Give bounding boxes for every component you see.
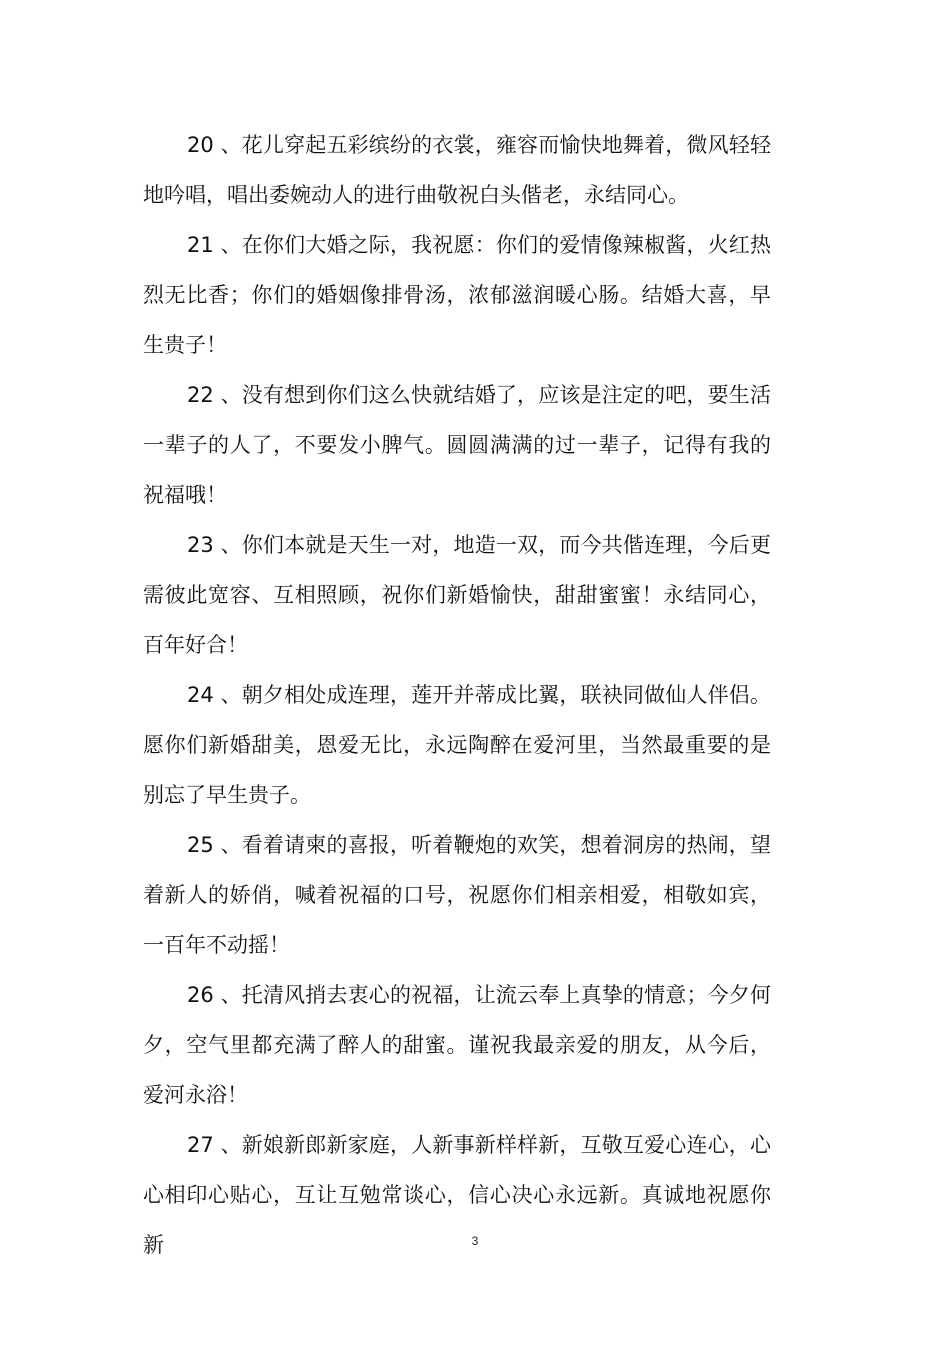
page-number: 3 bbox=[471, 1234, 479, 1248]
paragraph-25: 25 、看着请柬的喜报，听着鞭炮的欢笑，想着洞房的热闹，望着新人的娇俏，喊着祝福的口号，祝愿你们相亲相爱，相敬如宾，一百年不动摇！ bbox=[143, 833, 771, 957]
paragraph-21: 21 、在你们大婚之际，我祝愿：你们的爱情像辣椒酱，火红热烈无比香；你们的婚姻像排骨汤，浓郁滋润暖心肠。结婚大喜，早生贵子！ bbox=[143, 233, 771, 357]
paragraph-20: 20 、花儿穿起五彩缤纷的衣裳，雍容而愉快地舞着，微风轻轻地吟唱，唱出委婉动人的进行曲敬祝白头偕老，永结同心。 bbox=[143, 133, 771, 207]
paragraph-26: 26 、托清风捎去衷心的祝福，让流云奉上真挚的情意；今夕何夕，空气里都充满了醉人的甜蜜。谨祝我最亲爱的朋友，从今后，爱河永浴！ bbox=[143, 983, 771, 1107]
paragraph-27: 27 、新娘新郎新家庭，人新事新样样新，互敬互爱心连心，心心相印心贴心，互让互勉常谈心，信心决心永远新。真诚地祝愿你新 bbox=[143, 1133, 771, 1257]
paragraph-23: 23 、你们本就是天生一对，地造一双，而今共偕连理，今后更需彼此宽容、互相照顾，祝你们新婚愉快，甜甜蜜蜜！永结同心，百年好合！ bbox=[143, 533, 771, 657]
document-body bbox=[143, 120, 771, 1270]
paragraph-22: 22 、没有想到你们这么快就结婚了，应该是注定的吧，要生活一辈子的人了，不要发小脾气。圆圆满满的过一辈子，记得有我的祝福哦！ bbox=[143, 383, 771, 507]
paragraph-24: 24 、朝夕相处成连理，莲开并蒂成比翼，联袂同做仙人伴侣。愿你们新婚甜美，恩爱无比，永远陶醉在爱河里，当然最重要的是别忘了早生贵子。 bbox=[143, 683, 771, 807]
